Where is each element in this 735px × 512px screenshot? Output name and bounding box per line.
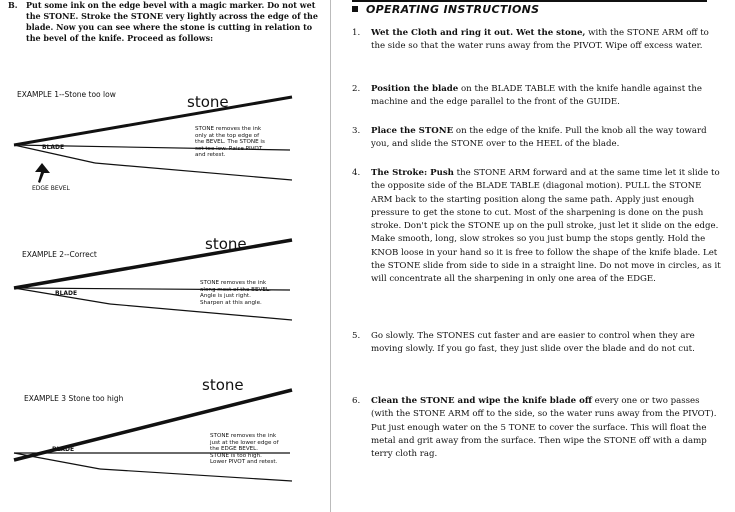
square-bullet-icon <box>352 6 358 12</box>
step-4-number: 4. <box>352 168 361 178</box>
arrow-icon <box>35 163 50 183</box>
step-2-text: Position the blade on the BLADE TABLE with the knife handle against the machine and the edge parallel to the front of the GUIDE. <box>371 84 702 108</box>
section-title: OPERATING INSTRUCTIONS <box>366 3 540 16</box>
step-1-number: 1. <box>352 28 361 38</box>
example-2-note: STONE removes the ink along most of the BEVEL. Angle is just right. Sharpen at this angle. <box>200 280 271 306</box>
example-1-title: EXAMPLE 1--Stone too low <box>17 90 116 99</box>
example-3-stone-label: stone <box>202 376 244 394</box>
blade-bottom-line <box>100 469 292 481</box>
step-3-text: Place the STONE on the edge of the knife. Pull the knob all the way toward you, and slide the STONE over to the HEEL of the blade. <box>371 126 707 150</box>
step-1-text: Wet the Cloth and ring it out. Wet the stone, with the STONE ARM off to the side so that the water runs away from the PIVOT. Wipe off excess water. <box>371 28 709 52</box>
step-5-number: 5. <box>352 331 361 341</box>
example-2-stone-label: stone <box>205 235 247 253</box>
column-divider <box>330 0 331 512</box>
example-2-blade-label: BLADE <box>55 290 78 297</box>
example-1-blade-label: BLADE <box>42 144 65 151</box>
example-3-blade-label: BLADE <box>52 446 75 453</box>
step-5-text: Go slowly. The STONES cut faster and are easier to control when they are moving slowly. If you go fast, they just slide over the blade and do not cut. <box>371 331 695 355</box>
example-3-note: STONE removes the ink just at the lower edge of the EDGE BEVEL. STONE is too high. Lower PIVOT and retest. <box>210 433 279 466</box>
left-column <box>0 0 330 512</box>
step-b-text: Put some ink on the edge bevel with a magic marker. Do not wet the STONE. Stroke the STONE very lightly across the edge of the blade. Now you can see where the stone is cutting in relation to the bevel of the knife. Proceed as follows: <box>26 0 318 43</box>
step-3-number: 3. <box>352 126 361 136</box>
step-4-text: The Stroke: Push the STONE ARM forward and at the same time let it slide to the opposite side of the BLADE TABLE (diagonal motion). PULL the STONE ARM back to the starting position along the same path. Apply just enough pressure to get the stone to cut. Most of the sharpening is done on the push stroke. Don't pick the STONE up on the pull stroke, just let it slide on the edge. Make smooth, long, slow strokes so you just bump the stops gently. Hold the KNOB loose in your hand so it is free to follow the shape of the knife blade. Let the STONE slide from side to side in a straight line. Do not move in circles, as it will concentrate all the sharpening in only one area of the EDGE. <box>371 168 721 285</box>
bevel-line <box>14 453 100 469</box>
example-1-edge-label: EDGE BEVEL <box>32 185 70 192</box>
example-1-stone-label: stone <box>187 93 229 111</box>
step-2-number: 2. <box>352 84 361 94</box>
blade-bottom-line <box>95 163 292 180</box>
step-6-text: Clean the STONE and wipe the knife blade off every one or two passes (with the STONE ARM off to the side, so the water runs away from the PIVOT). Put just enough water on the 5 TONE to cover the surface. This will float the metal and grit away from the surface. Then wipe the STONE off with a damp terry cloth rag. <box>371 396 717 460</box>
example-2-title: EXAMPLE 2--Correct <box>22 250 97 259</box>
step-6-number: 6. <box>352 396 361 406</box>
header-rule <box>352 0 707 2</box>
blade-bottom-line <box>110 304 292 320</box>
example-1-note: STONE removes the ink only at the top edge of the BEVEL. The STONE is set too low. Raise PIVOT and retest. <box>195 126 265 159</box>
example-3-diagram <box>0 375 330 495</box>
example-3-title: EXAMPLE 3 Stone too high <box>24 394 124 403</box>
example-2-diagram <box>0 230 330 340</box>
section-header <box>352 3 539 16</box>
step-b-label: B. <box>8 0 18 10</box>
